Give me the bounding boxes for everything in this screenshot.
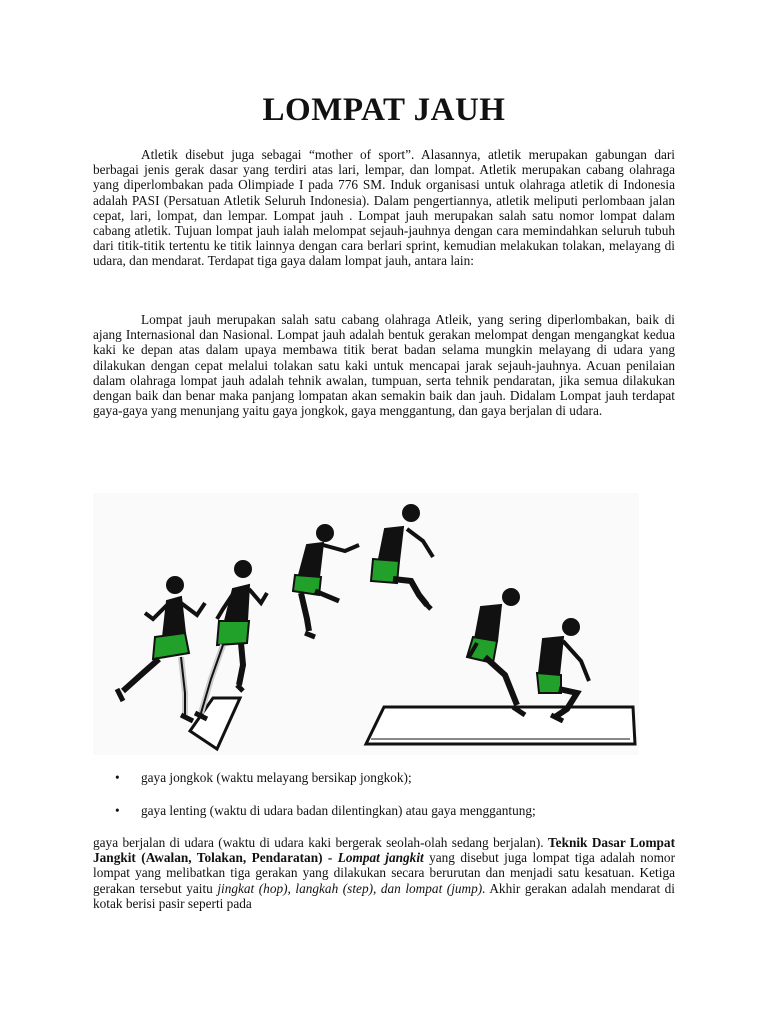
- triple-jump-paragraph: [93, 835, 675, 911]
- athlete-flight-1: [293, 525, 359, 637]
- athlete-flight-2: [371, 505, 433, 609]
- athlete-running-1: [117, 577, 205, 721]
- sand-pit: [366, 707, 635, 744]
- bold-heading: Teknik Dasar Lompat Jangkit (Awalan, Tolakan, Pendaratan) -: [93, 835, 675, 866]
- list-item-text: gaya lenting (waktu di udara badan dilentingkan) atau gaya menggantung;: [141, 803, 536, 818]
- list-item: [93, 770, 675, 785]
- athlete-landing-1: [467, 589, 525, 715]
- bullet-icon: •: [115, 803, 120, 818]
- italic-term: jingkat (hop), langkah (step), dan lompat (jump).: [217, 880, 486, 896]
- paragraph-text: yang disebut juga lompat tiga adalah nomor lompat yang melibatkan tiga gerakan yang dilakukan secara berurutan dan menjadi satu kesatuan. Ketiga gerakan tersebut yaitu: [93, 850, 675, 896]
- list-item: [93, 803, 675, 818]
- athlete-takeoff: [195, 561, 267, 719]
- intro-paragraph: Atletik disebut juga sebagai “mother of sport”. Alasannya, atletik merupakan gabungan dari berbagai jenis gerak dasar yang terdiri atas lari, lempar, dan lompat. Atletik merupakan cabang olahraga yang diperlombakan pada Olimpiade I pada 776 SM. Induk organisasi untuk olahraga atletik di Indonesia adalah PASI (Persatuan Atletik Seluruh Indonesia). Dalam pengertiannya, atletik meliputi perlombaan jalan cepat, lari, lompat, dan lempar. Lompat jauh . Lompat jauh merupakan salah satu nomor lompat dalam cabang atletik. Tujuan lompat jauh ialah melompat sejauh-jauhnya dengan cara memindahkan seluruh tubuh dari titik-titik tertentu ke titik lainnya dengan cara berlari sprint, kemudian melakukan tolakan, melayang di udara, dan mendarat. Terdapat tiga gaya dalam lompat jauh, antara lain:: [93, 147, 675, 269]
- paragraph-text: Akhir gerakan adalah mendarat di kotak berisi pasir seperti pada: [93, 880, 675, 911]
- list-item-text: gaya jongkok (waktu melayang bersikap jongkok);: [141, 770, 412, 785]
- long-jump-paragraph: Lompat jauh merupakan salah satu cabang olahraga Atleik, yang sering diperlombakan, baik di ajang Internasional dan Nasional. Lompat jauh adalah bentuk gerakan melompat dengan mengangkat kedua kaki ke depan atas dalam upaya membawa titik berat badan selama mungkin melayang di udara yang dilakukan dengan cepat melalui tolakan satu kaki untuk mencapai jarak sejauh-jauhnya. Acuan penilaian dalam olahraga lompat jauh adalah tehnik awalan, tumpuan, serta tehnik pendaratan, jika semua dilakukan dengan baik dan benar maka panjang lompatan akan semakin baik dan jauh. Didalam Lompat jauh terdapat gaya-gaya yang menunjang yaitu gaya jongkok, gaya menggantung, dan gaya berjalan di udara.: [93, 312, 675, 419]
- takeoff-board: [190, 698, 240, 749]
- bullet-icon: •: [115, 770, 120, 785]
- long-jump-sequence-drawing: [93, 493, 639, 755]
- bold-italic-term: Lompat jangkit: [337, 850, 424, 866]
- jump-style-list: [93, 770, 675, 836]
- long-jump-illustration: [93, 493, 639, 755]
- paragraph-text: gaya berjalan di udara (waktu di udara kaki bergerak seolah-olah sedang berjalan).: [93, 835, 549, 850]
- page-title: LOMPAT JAUH: [262, 92, 506, 128]
